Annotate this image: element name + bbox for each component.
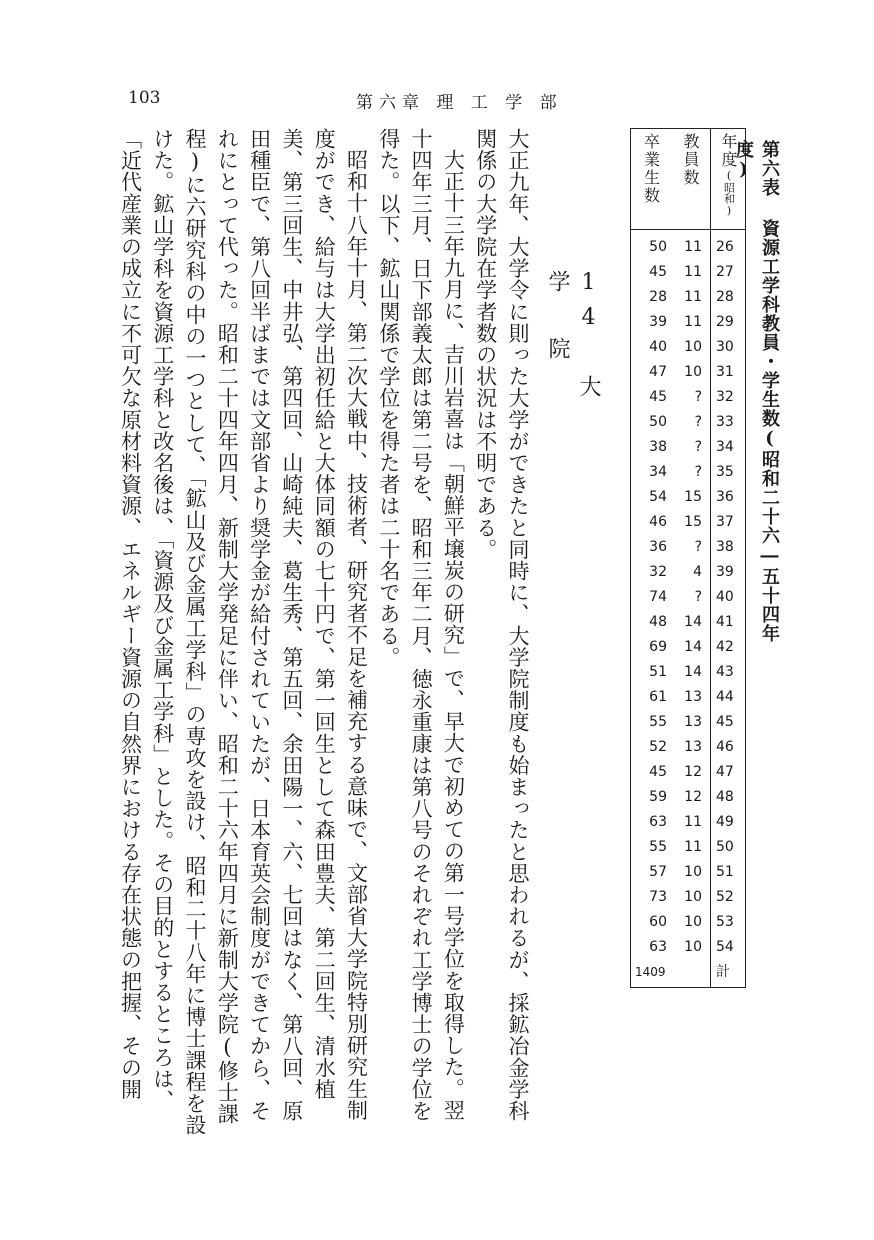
- graduates-header: 卒業生数: [641, 133, 661, 205]
- section-heading: 14 大 学 院: [545, 270, 601, 407]
- table-cell-graduates: 54: [649, 489, 667, 505]
- table-cell-graduates: 36: [649, 539, 667, 555]
- table-cell-faculty: 4: [693, 564, 702, 580]
- body-paragraph: 大正九年、大学令に則った大学ができたと同時に、大学院制度も始まったと思われるが、採鉱冶金学科関係の大学院在学者数の状況は不明である。: [473, 128, 530, 1122]
- table-cell-year: 39: [716, 564, 734, 580]
- table-cell-faculty: 15: [684, 489, 702, 505]
- table-total-label: 計: [716, 964, 730, 980]
- table-cell-faculty: ?: [694, 439, 702, 455]
- table-cell-year: 37: [716, 514, 734, 530]
- table-cell-graduates: 69: [649, 639, 667, 655]
- table-cell-graduates: 28: [649, 289, 667, 305]
- table-cell-graduates: 48: [649, 614, 667, 630]
- table-cell-year: 48: [716, 789, 734, 805]
- graduates-column: [631, 129, 671, 987]
- table-cell-faculty: 10: [684, 864, 702, 880]
- table-cell-faculty: 10: [684, 364, 702, 380]
- year-header: [710, 133, 747, 227]
- table-cell-graduates: 45: [649, 764, 667, 780]
- table-cell-graduates: 40: [649, 339, 667, 355]
- table-cell-faculty: ?: [694, 539, 702, 555]
- table-cell-year: 50: [716, 839, 734, 855]
- table-total-graduates: 1409: [635, 965, 666, 979]
- year-column: [710, 129, 747, 987]
- table-cell-graduates: 39: [649, 314, 667, 330]
- table-cell-faculty: 10: [684, 889, 702, 905]
- table-cell-faculty: 13: [684, 739, 702, 755]
- table-cell-graduates: 38: [649, 439, 667, 455]
- table-cell-faculty: ?: [694, 414, 702, 430]
- table-cell-graduates: 45: [649, 264, 667, 280]
- table-cell-graduates: 32: [649, 564, 667, 580]
- table-cell-graduates: 60: [649, 914, 667, 930]
- graduates-cells: [631, 235, 671, 985]
- table-cell-year: 54: [716, 939, 734, 955]
- table-cell-faculty: 10: [684, 939, 702, 955]
- table-cell-year: 52: [716, 889, 734, 905]
- table-cell-graduates: 73: [649, 889, 667, 905]
- table-cell-year: 41: [716, 614, 734, 630]
- table-cell-year: 45: [716, 714, 734, 730]
- table-cell-year: 44: [716, 689, 734, 705]
- table-cell-graduates: 46: [649, 514, 667, 530]
- table-cell-year: 47: [716, 764, 734, 780]
- running-head: 第六章 理 工 学 部: [356, 93, 563, 113]
- page-number: 103: [128, 88, 161, 108]
- table-title: 第六表 資源工学科教員・学生数(昭和二十六―五十四年度): [733, 140, 780, 643]
- table-cell-faculty: 11: [684, 839, 702, 855]
- body-paragraph: 大正十三年九月に、吉川岩喜は「朝鮮平壌炭の研究」で、早大で初めての第一号学位を取得した。翌十四年三月、日下部義太郎は第二号を、昭和三年二月、徳永重康は第八号のそれぞれ工学博士の学位を得た。以下、鉱山関係で学位を得た者は二十名である。: [376, 128, 466, 1122]
- table-total-faculty-empty: [671, 960, 710, 985]
- table-cell-year: 29: [716, 314, 734, 330]
- table-cell-faculty: 14: [684, 639, 702, 655]
- year-cells: [710, 235, 747, 985]
- table-cell-faculty: 12: [684, 789, 702, 805]
- table-cell-faculty: 10: [684, 339, 702, 355]
- table-cell-faculty: ?: [694, 464, 702, 480]
- table-cell-year: 32: [716, 389, 734, 405]
- table-cell-year: 26: [716, 239, 734, 255]
- table-cell-faculty: 12: [684, 764, 702, 780]
- faculty-cells: [671, 235, 710, 985]
- body-text: [114, 128, 534, 1138]
- table-cell-faculty: ?: [694, 389, 702, 405]
- table-cell-year: 43: [716, 664, 734, 680]
- table-cell-faculty: 15: [684, 514, 702, 530]
- year-header-label: 年度: [719, 133, 738, 169]
- table-cell-year: 36: [716, 489, 734, 505]
- table-cell-faculty: 11: [684, 239, 702, 255]
- table-cell-graduates: 63: [649, 939, 667, 955]
- table-cell-faculty: 14: [684, 664, 702, 680]
- table-cell-graduates: 59: [649, 789, 667, 805]
- table-cell-year: 34: [716, 439, 734, 455]
- table-cell-year: 35: [716, 464, 734, 480]
- body-paragraph: 昭和十八年十月、第二次大戦中、技術者、研究者不足を補充する意味で、文部省大学院特別研究生制度ができ、給与は大学出初任給と大体同額の七十円で、第一回生として森田豊夫、第二回生、清水植美、第三回生、中井弘、第四回、山崎純夫、葛生秀、第五回、余田陽一、六、七回はなく、第八回、原田種臣で、第八回半ばまでは文部省より奨学金が給付されていたが、日本育英会制度ができてから、それにとって代った。昭和二十四年四月、新制大学発足に伴い、昭和二十六年四月に新制大学院(修士課程)に六研究科の中の一つとして、「鉱山及び金属工学科」の専攻を設け、昭和二十八年に博士課程を設けた。鉱山学科を資源工学科と改名後は、「資源及び金属工学科」とした。その目的とするところは、「近代産業の成立に不可欠な原材料資源、エネルギー資源の自然界における存在状態の把握、その開: [118, 128, 369, 1136]
- faculty-header: 教員数: [681, 133, 700, 187]
- table-cell-faculty: 13: [684, 689, 702, 705]
- table-cell-graduates: 55: [649, 714, 667, 730]
- year-header-sub: (昭和): [722, 169, 736, 217]
- table-cell-year: 30: [716, 339, 734, 355]
- table-cell-faculty: ?: [694, 589, 702, 605]
- table-cell-year: 38: [716, 539, 734, 555]
- table-cell-year: 40: [716, 589, 734, 605]
- table-cell-graduates: 45: [649, 389, 667, 405]
- table-cell-graduates: 34: [649, 464, 667, 480]
- table-cell-year: 49: [716, 814, 734, 830]
- table-cell-graduates: 50: [649, 239, 667, 255]
- table-cell-year: 31: [716, 364, 734, 380]
- table-cell-year: 46: [716, 739, 734, 755]
- table-cell-faculty: 10: [684, 914, 702, 930]
- table-cell-graduates: 63: [649, 814, 667, 830]
- table-cell-year: 28: [716, 289, 734, 305]
- table-cell-faculty: 11: [684, 814, 702, 830]
- table-cell-graduates: 51: [649, 664, 667, 680]
- table-cell-graduates: 57: [649, 864, 667, 880]
- table-cell-year: 33: [716, 414, 734, 430]
- table-cell-graduates: 47: [649, 364, 667, 380]
- table-cell-faculty: 14: [684, 614, 702, 630]
- faculty-column: [671, 129, 710, 987]
- table-cell-faculty: 11: [684, 314, 702, 330]
- data-table: [630, 128, 746, 988]
- table-cell-faculty: 13: [684, 714, 702, 730]
- table-cell-graduates: 55: [649, 839, 667, 855]
- table-cell-graduates: 50: [649, 414, 667, 430]
- table-cell-graduates: 52: [649, 739, 667, 755]
- table-cell-faculty: 11: [684, 289, 702, 305]
- table-cell-faculty: 11: [684, 264, 702, 280]
- table-cell-graduates: 74: [649, 589, 667, 605]
- table-cell-year: 27: [716, 264, 734, 280]
- table-cell-graduates: 61: [649, 689, 667, 705]
- table-cell-year: 53: [716, 914, 734, 930]
- table-cell-year: 51: [716, 864, 734, 880]
- table-cell-year: 42: [716, 639, 734, 655]
